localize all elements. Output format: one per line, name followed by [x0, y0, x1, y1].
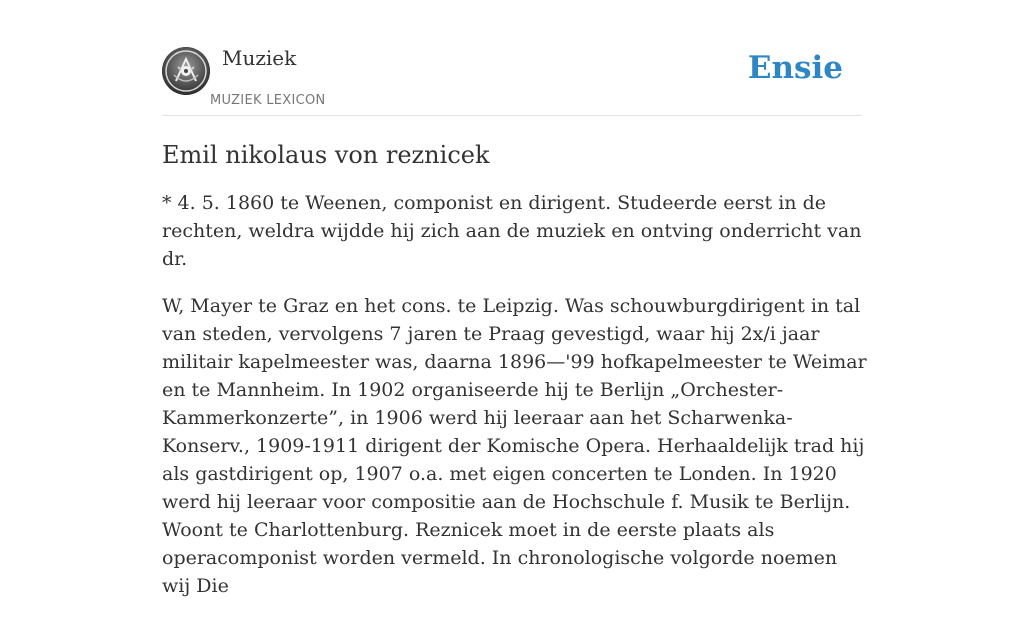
category-title[interactable]: Muziek [222, 46, 297, 70]
article-title: Emil nikolaus von reznicek [162, 141, 490, 169]
music-emblem-icon [162, 47, 210, 95]
category-avatar[interactable] [162, 47, 210, 95]
header-divider [162, 115, 862, 116]
article [162, 140, 867, 619]
category-subtitle[interactable]: MUZIEK LEXICON [210, 93, 326, 108]
brand-logo[interactable]: Ensie [747, 50, 843, 86]
header [162, 44, 862, 116]
article-paragraph: * 4. 5. 1860 te Weenen, componist en dirigent. Studeerde eerst in de rechten, weldra wijdde hij zich aan de muziek en ontving onderricht van dr. [162, 192, 862, 270]
article-paragraph: W, Mayer te Graz en het cons. te Leipzig. Was schouwburgdirigent in tal van steden, vervolgens 7 jaren te Praag gevestigd, waar hij 2x/i jaar militair kapelmeester was, daarna 1896—'99 hofkapelmeester te Weimar en te Mannheim. In 1902 organiseerde hij te Berlijn „Orchester-Kammerkonzerte”, in 1906 werd hij leeraar aan het Scharwenka-Konserv., 1909-1911 dirigent der Komische Opera. Herhaaldelijk trad hij als gastdirigent op, 1907 o.a. met eigen concerten te Londen. In 1920 werd hij leeraar voor compositie aan de Hochschule f. Musik te Berlijn. Woont te Charlottenburg. Reznicek moet in de eerste plaats als operacomponist worden vermeld. In chronologische volgorde noemen wij Die [162, 295, 867, 597]
